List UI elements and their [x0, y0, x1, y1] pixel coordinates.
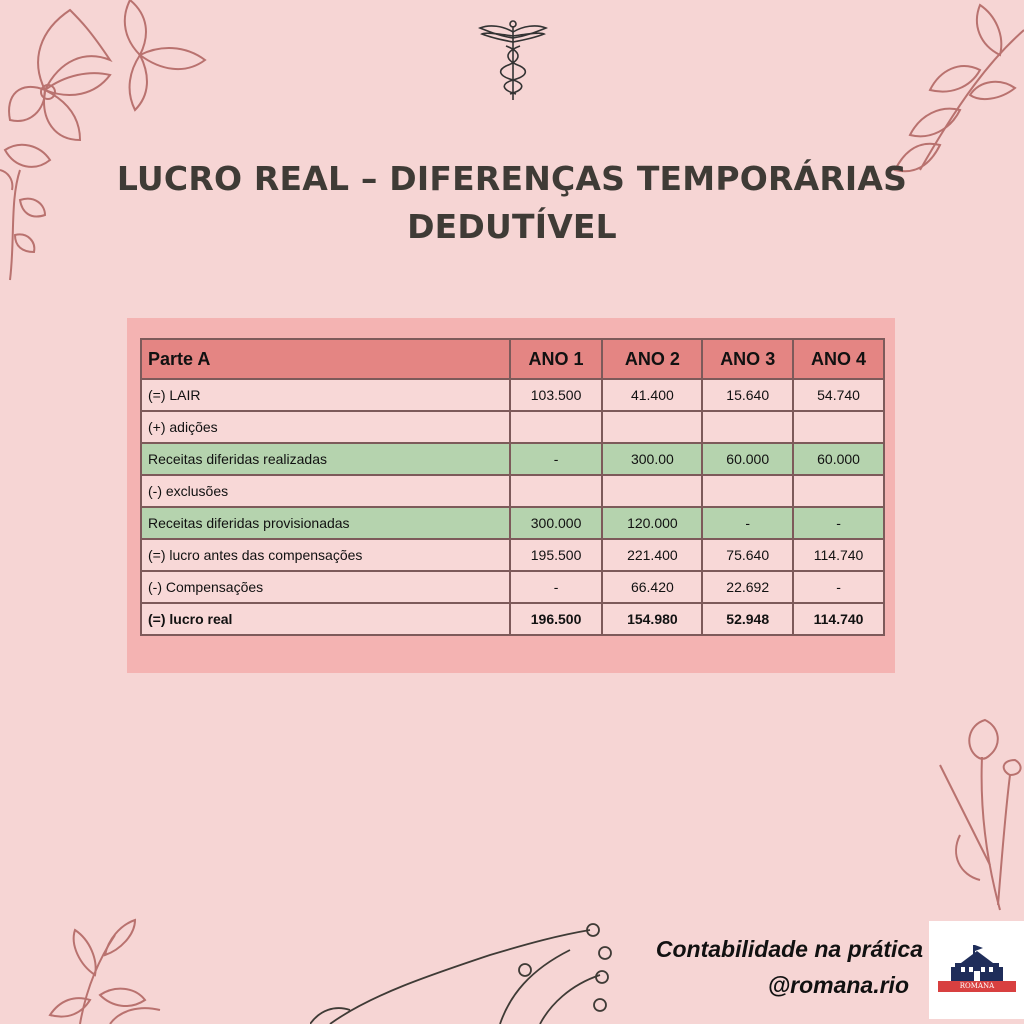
logo-text: ROMANA	[938, 981, 1016, 992]
cell-ano-1: 196.500	[510, 603, 603, 635]
table-row-compensacoes	[141, 571, 884, 603]
header-ano-4: ANO 4	[793, 339, 884, 379]
cell-ano-1	[510, 411, 603, 443]
cell-ano-3: 60.000	[702, 443, 793, 475]
cell-ano-2	[602, 475, 702, 507]
floral-decoration-bottom-left-icon	[40, 915, 180, 1024]
cell-ano-4: 114.740	[793, 603, 884, 635]
cell-ano-1: 195.500	[510, 539, 603, 571]
row-label: (=) lucro antes das compensações	[141, 539, 510, 571]
header-ano-1: ANO 1	[510, 339, 603, 379]
cell-ano-4	[793, 411, 884, 443]
table-row-receitas-realizadas	[141, 443, 884, 475]
cell-ano-2: 154.980	[602, 603, 702, 635]
row-label: Receitas diferidas provisionadas	[141, 507, 510, 539]
cell-ano-2: 120.000	[602, 507, 702, 539]
lucro-real-table	[140, 338, 885, 636]
row-label: (-) Compensações	[141, 571, 510, 603]
cell-ano-4: 54.740	[793, 379, 884, 411]
cell-ano-1: 103.500	[510, 379, 603, 411]
footer-handle[interactable]: @romana.rio	[767, 972, 909, 998]
cell-ano-2: 221.400	[602, 539, 702, 571]
cell-ano-4: -	[793, 507, 884, 539]
cell-ano-3: 52.948	[702, 603, 793, 635]
footer-tagline: Contabilidade na prática	[655, 936, 923, 962]
cell-ano-2: 66.420	[602, 571, 702, 603]
cell-ano-4	[793, 475, 884, 507]
cell-ano-4: -	[793, 571, 884, 603]
cell-ano-3	[702, 411, 793, 443]
tulip-decoration-right-icon	[930, 715, 1024, 915]
page-title-line-1: LUCRO REAL – DIFERENÇAS TEMPORÁRIAS	[116, 159, 908, 198]
table-row-lucro-real	[141, 603, 884, 635]
cell-ano-3: 15.640	[702, 379, 793, 411]
row-label: Receitas diferidas realizadas	[141, 443, 510, 475]
cell-ano-3	[702, 475, 793, 507]
building-icon	[951, 945, 1003, 983]
table-row-lucro-antes-compensacoes	[141, 539, 884, 571]
header-ano-3: ANO 3	[702, 339, 793, 379]
header-parte-a: Parte A	[141, 339, 510, 379]
row-label: (-) exclusões	[141, 475, 510, 507]
cell-ano-3: 75.640	[702, 539, 793, 571]
cell-ano-4: 114.740	[793, 539, 884, 571]
page-title	[0, 155, 1024, 251]
cell-ano-3: 22.692	[702, 571, 793, 603]
page-title-line-2: DEDUTÍVEL	[407, 207, 617, 246]
floral-decoration-bottom-center-icon	[310, 915, 620, 1024]
romana-logo	[929, 921, 1024, 1019]
row-label: (=) LAIR	[141, 379, 510, 411]
cell-ano-1: 300.000	[510, 507, 603, 539]
cell-ano-1	[510, 475, 603, 507]
cell-ano-1: -	[510, 443, 603, 475]
header-ano-2: ANO 2	[602, 339, 702, 379]
table-row-receitas-provisionadas	[141, 507, 884, 539]
row-label: (+) adições	[141, 411, 510, 443]
table-header-row	[141, 339, 884, 379]
cell-ano-4: 60.000	[793, 443, 884, 475]
cell-ano-2	[602, 411, 702, 443]
table-row-lair	[141, 379, 884, 411]
table-row-exclusoes	[141, 475, 884, 507]
cell-ano-3: -	[702, 507, 793, 539]
cell-ano-2: 41.400	[602, 379, 702, 411]
row-label: (=) lucro real	[141, 603, 510, 635]
cell-ano-1: -	[510, 571, 603, 603]
cell-ano-2: 300.00	[602, 443, 702, 475]
table-row-adicoes	[141, 411, 884, 443]
caduceus-icon	[478, 18, 548, 103]
